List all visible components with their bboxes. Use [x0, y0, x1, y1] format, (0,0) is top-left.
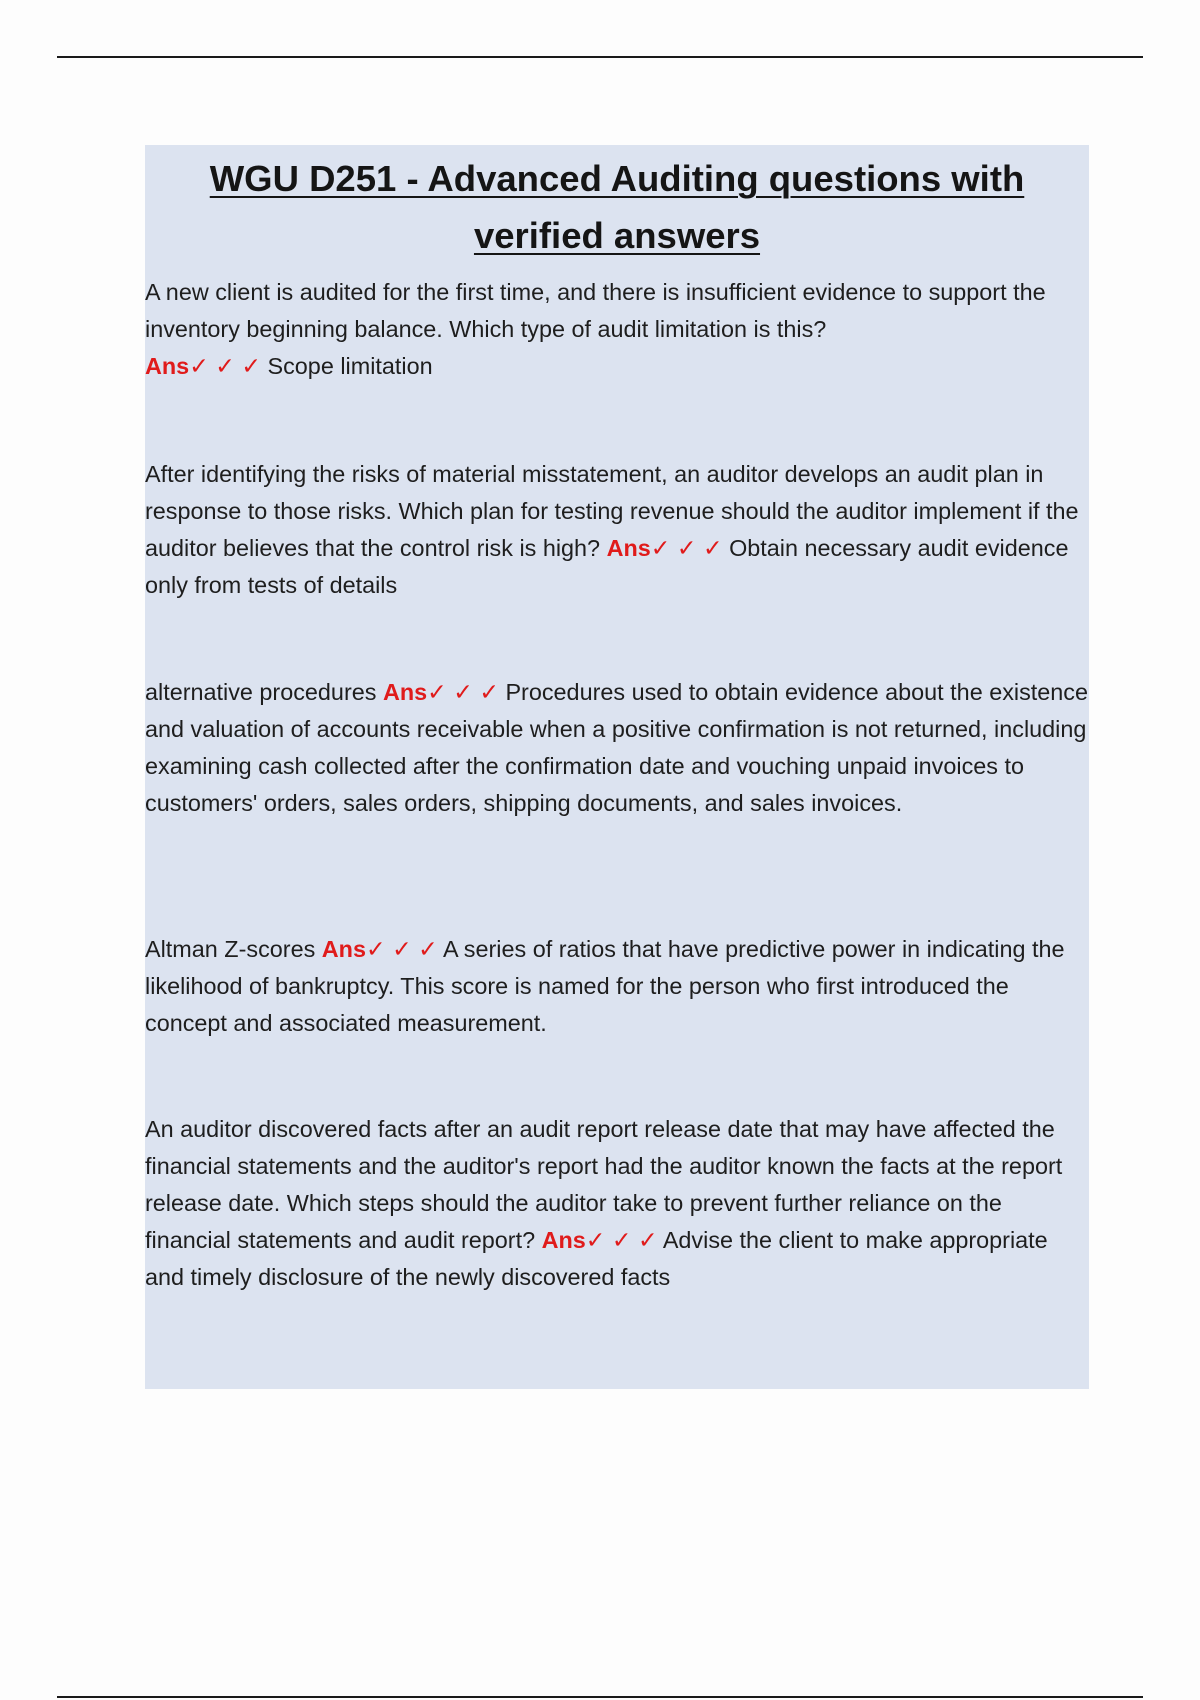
- answer-text: Advise the client to make appropriate and timely disclosure of the newly discovered facts: [145, 1227, 1048, 1290]
- question-text: Altman Z-scores: [145, 936, 316, 962]
- document-panel: [145, 145, 1089, 1389]
- bottom-rule: [57, 1696, 1143, 1698]
- check-marks: ✓ ✓ ✓: [365, 936, 438, 962]
- answer-text: Obtain necessary audit evidence only from tests of details: [145, 535, 1069, 598]
- title-line-1: WGU D251 - Advanced Auditing questions with: [209, 158, 1025, 199]
- qa-item-5: [145, 1111, 1089, 1296]
- question-text: alternative procedures: [145, 679, 377, 705]
- check-marks: ✓ ✓ ✓: [189, 353, 261, 379]
- document-title: [145, 145, 1089, 264]
- question-text: A new client is audited for the first time, and there is insufficient evidence to support the inventory beginning balance. Which type of audit limitation is this?: [145, 279, 1046, 342]
- title-line-2: verified answers: [473, 215, 761, 256]
- qa-item-1: [145, 274, 1089, 385]
- answer-text: A series of ratios that have predictive power in indicating the likelihood of bankruptcy. This score is named for the person who first introduced the concept and associated measurement.: [145, 936, 1065, 1036]
- check-marks: ✓ ✓ ✓: [650, 535, 723, 561]
- answer-marker: Ans: [541, 1227, 586, 1253]
- qa-item-3: [145, 674, 1089, 822]
- qa-item-2: [145, 456, 1089, 604]
- answer-text: Scope limitation: [267, 353, 433, 379]
- answer-marker: Ans: [145, 353, 190, 379]
- answer-marker: Ans: [321, 936, 366, 962]
- check-marks: ✓ ✓ ✓: [585, 1227, 658, 1253]
- check-marks: ✓ ✓ ✓: [427, 679, 499, 705]
- answer-marker: Ans: [382, 679, 428, 705]
- question-text: An auditor discovered facts after an audit report release date that may have affected the financial statements and the auditor's report had the auditor known the facts at the report release date. Which steps should the auditor take to prevent further reliance on the financial statements and audit report?: [145, 1116, 1063, 1253]
- qa-item-4: [145, 931, 1089, 1042]
- answer-marker: Ans: [606, 535, 651, 561]
- top-rule: [57, 56, 1143, 58]
- question-text: After identifying the risks of material misstatement, an auditor develops an audit plan in response to those risks. Which plan for testing revenue should the auditor implement if the auditor believes that the control risk is high?: [145, 461, 1079, 561]
- answer-text: Procedures used to obtain evidence about the existence and valuation of accounts receivable when a positive confirmation is not returned, including examining cash collected after the confirmation date and vouching unpaid invoices to customers' orders, sales orders, shipping documents, and sales invoices.: [145, 679, 1089, 816]
